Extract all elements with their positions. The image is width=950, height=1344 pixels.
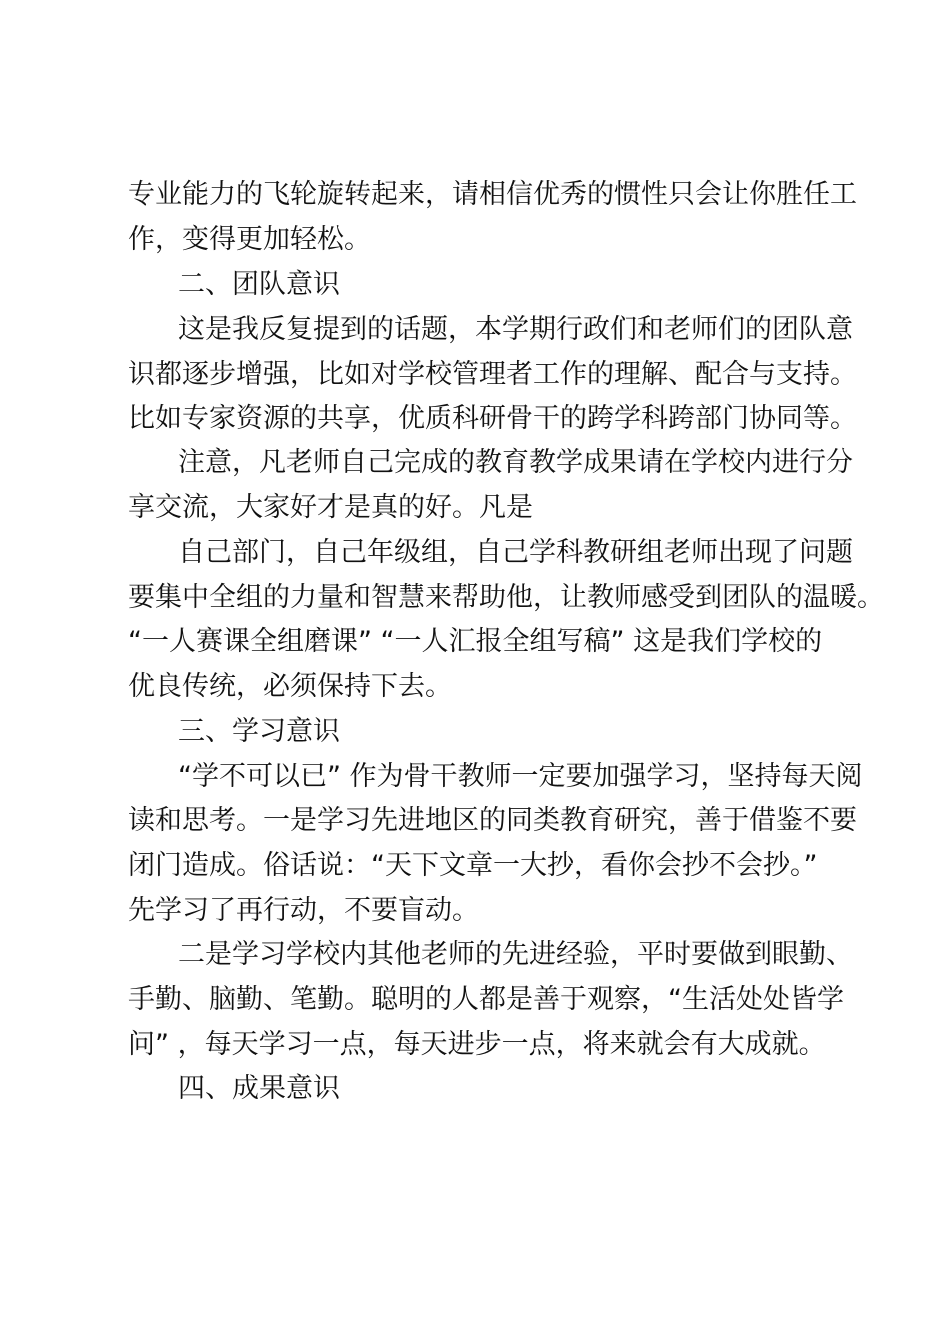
paragraph-line: 先学习了再行动，不要盲动。 — [128, 895, 479, 926]
paragraph-line: 作，变得更加轻松。 — [128, 224, 371, 255]
paragraph-line: 比如专家资源的共享，优质科研骨干的跨学科跨部门协同等。 — [128, 403, 857, 434]
paragraph-line: 注意，凡老师自己完成的教育教学成果请在学校内进行分 — [178, 447, 853, 478]
paragraph-line: “学不可以已” 作为骨干教师一定要加强学习，坚持每天阅 — [178, 761, 863, 792]
paragraph-line: 自己部门，自己年级组，自己学科教研组老师出现了问题 — [178, 537, 853, 568]
paragraph-line: 这是我反复提到的话题，本学期行政们和老师们的团队意 — [178, 314, 853, 345]
section-heading: 三、学习意识 — [178, 716, 340, 747]
paragraph-line: 读和思考。一是学习先进地区的同类教育研究，善于借鉴不要 — [128, 805, 857, 836]
paragraph-line: 问” ，每天学习一点，每天进步一点，将来就会有大成就。 — [128, 1029, 826, 1060]
paragraph-line: 专业能力的飞轮旋转起来，请相信优秀的惯性只会让你胜任工 — [128, 179, 857, 210]
section-heading: 二、团队意识 — [178, 269, 340, 300]
paragraph-line: 手勤、脑勤、笔勤。聪明的人都是善于观察，“生活处处皆学 — [128, 984, 844, 1015]
paragraph-line: 享交流，大家好才是真的好。凡是 — [128, 492, 533, 523]
paragraph-line: 要集中全组的力量和智慧来帮助他，让教师感受到团队的温暖。 — [128, 582, 884, 613]
paragraph-line: 二是学习学校内其他老师的先进经验，平时要做到眼勤、 — [178, 939, 853, 970]
paragraph-line: 识都逐步增强，比如对学校管理者工作的理解、配合与支持。 — [128, 359, 857, 390]
paragraph-line: 闭门造成。俗话说：“天下文章一大抄，看你会抄不会抄。” — [128, 850, 818, 881]
paragraph-line: “一人赛课全组磨课” “一人汇报全组写稿” 这是我们学校的 — [128, 626, 823, 657]
paragraph-line: 优良传统，必须保持下去。 — [128, 671, 452, 702]
section-heading: 四、成果意识 — [178, 1073, 340, 1104]
